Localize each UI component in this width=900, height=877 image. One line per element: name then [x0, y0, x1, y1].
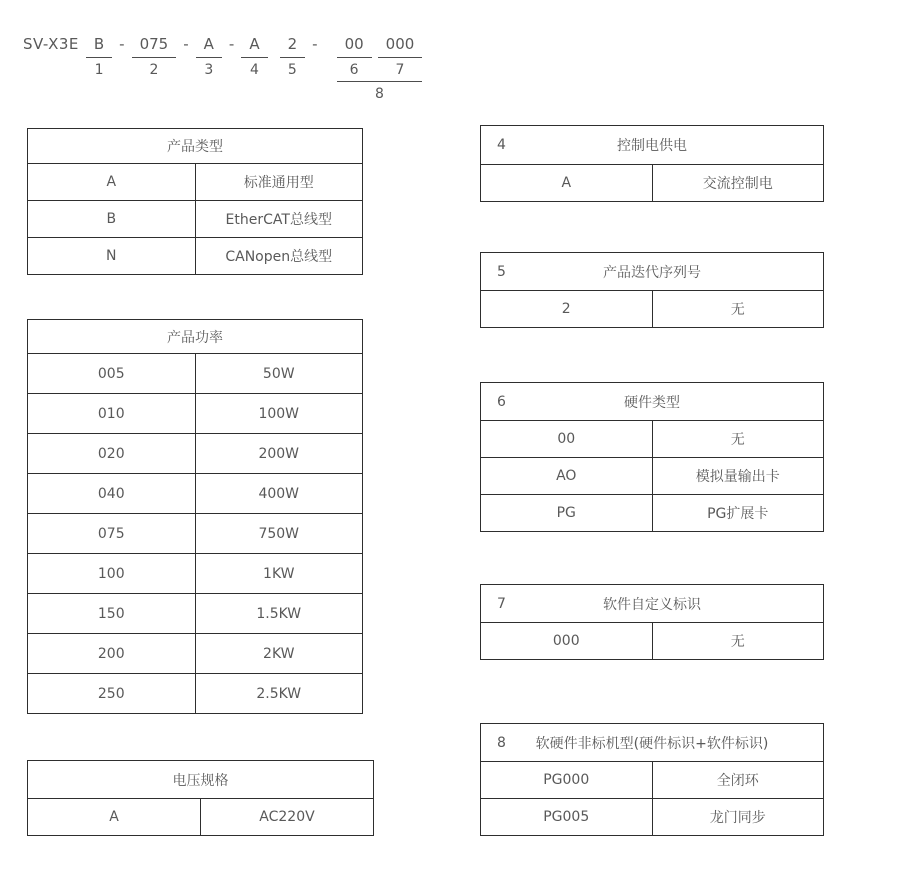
segment-number-label: 5: [497, 263, 506, 280]
model-segment-4: [241, 35, 267, 78]
desc-cell: AC220V: [200, 799, 373, 835]
code-cell: 150: [97, 605, 125, 622]
table-row: [28, 513, 362, 553]
code-cell: A: [561, 175, 572, 191]
model-segment-7: [378, 35, 423, 78]
desc-cell: 100W: [195, 394, 363, 433]
desc-cell: CANopen总线型: [195, 238, 363, 274]
desc-cell: 50W: [195, 354, 363, 393]
code-cell: 010: [97, 405, 125, 422]
desc-cell: 全闭环: [652, 762, 824, 798]
code-cell: 2: [561, 301, 571, 317]
desc-cell: 无: [652, 623, 824, 659]
code-cell: 000: [552, 633, 580, 649]
code-cell: PG005: [543, 809, 590, 825]
product-power-table: [27, 319, 363, 714]
desc-cell: 200W: [195, 434, 363, 473]
desc-cell: 1.5KW: [195, 594, 363, 633]
desc-cell: 龙门同步: [652, 799, 824, 835]
dash-separator: -: [228, 35, 235, 53]
table-row: [28, 633, 362, 673]
segment-value: 00: [337, 35, 372, 58]
code-cell: 100: [97, 565, 125, 582]
code-cell: A: [109, 809, 119, 825]
segment-value: A: [241, 35, 267, 58]
code-cell: 020: [97, 445, 125, 462]
table-row: [28, 673, 362, 713]
table-title: 产品功率: [167, 329, 223, 346]
table-header: [481, 585, 823, 622]
desc-cell: PG扩展卡: [652, 495, 824, 531]
table-title: 软件自定义标识: [603, 596, 701, 613]
code-cell: 00: [557, 431, 576, 447]
table-row: [28, 798, 373, 835]
code-cell: AO: [556, 468, 577, 484]
table-row: [481, 798, 823, 835]
segment-number-label: 4: [497, 137, 506, 153]
model-code-breakdown: [23, 35, 422, 102]
code-cell: 250: [97, 685, 125, 702]
desc-cell: 750W: [195, 514, 363, 553]
table-header: [28, 320, 362, 353]
software-custom-id-table: [480, 584, 824, 660]
desc-cell: 模拟量输出卡: [652, 458, 824, 494]
hardware-type-table: [480, 382, 824, 532]
desc-cell: EtherCAT总线型: [195, 201, 363, 237]
model-segment-5: [280, 35, 306, 78]
product-type-table: [27, 128, 363, 275]
segment-number: 4: [250, 62, 259, 78]
table-title: 产品迭代序列号: [603, 264, 701, 281]
segment-number: 2: [149, 62, 159, 78]
segment-number: 5: [287, 62, 297, 78]
table-title: 电压规格: [172, 772, 229, 789]
segment-number-label: 6: [497, 393, 506, 410]
dash-separator: -: [312, 35, 318, 53]
table-header: [28, 129, 362, 163]
table-header: [481, 383, 823, 420]
table-row: [28, 353, 362, 393]
table-row: [481, 420, 823, 457]
segment-value: B: [86, 35, 112, 58]
model-segment-group-8: [337, 35, 423, 102]
segment-number: 7: [395, 62, 405, 78]
model-segment-6: [337, 35, 372, 78]
segment-number: 3: [204, 62, 214, 78]
dash-separator: -: [183, 35, 189, 53]
desc-cell: 无: [652, 291, 824, 327]
segment-value: 2: [280, 35, 306, 58]
segment-number-label: 7: [497, 595, 506, 612]
code-cell: 075: [97, 525, 125, 542]
table-row: [28, 473, 362, 513]
desc-cell: 无: [652, 421, 824, 457]
code-cell: B: [106, 211, 117, 227]
table-header: [481, 126, 823, 164]
desc-cell: 标准通用型: [195, 164, 363, 200]
desc-cell: 400W: [195, 474, 363, 513]
group-underline: [337, 81, 423, 82]
table-header: [481, 253, 823, 290]
desc-cell: 交流控制电: [652, 165, 824, 201]
segment-number: 6: [349, 62, 359, 78]
nonstandard-model-table: [480, 723, 824, 836]
table-row: [28, 393, 362, 433]
table-header: [481, 724, 823, 761]
group-number: 8: [374, 86, 384, 102]
segment-number: 1: [94, 62, 104, 78]
segment-number-label: 8: [497, 734, 506, 751]
table-row: [28, 237, 362, 274]
dash-separator: -: [119, 35, 125, 53]
table-title: 控制电供电: [617, 138, 687, 154]
table-title: 硬件类型: [624, 394, 680, 411]
segment-value: 075: [132, 35, 177, 58]
table-row: [481, 494, 823, 531]
table-row: [28, 593, 362, 633]
code-cell: 040: [97, 485, 125, 502]
table-row: [481, 622, 823, 659]
code-cell: PG: [556, 505, 576, 521]
code-cell: 005: [97, 365, 125, 382]
code-cell: 200: [97, 645, 125, 662]
table-row: [481, 164, 823, 201]
desc-cell: 2.5KW: [195, 674, 363, 713]
model-segment-1: [86, 35, 112, 78]
desc-cell: 2KW: [195, 634, 363, 673]
code-cell: N: [106, 248, 117, 264]
model-segment-3: [196, 35, 222, 78]
code-cell: PG000: [543, 772, 590, 788]
table-row: [481, 457, 823, 494]
desc-cell: 1KW: [195, 554, 363, 593]
table-row: [28, 200, 362, 237]
table-row: [481, 290, 823, 327]
segment-value: A: [196, 35, 222, 58]
voltage-spec-table: [27, 760, 374, 836]
code-cell: A: [106, 174, 117, 190]
segment-value: 000: [378, 35, 423, 58]
model-segment-2: [132, 35, 177, 78]
control-power-table: [480, 125, 824, 202]
table-header: [28, 761, 373, 798]
table-row: [481, 761, 823, 798]
table-row: [28, 553, 362, 593]
iteration-serial-table: [480, 252, 824, 328]
table-row: [28, 433, 362, 473]
table-title: 软硬件非标机型(硬件标识+软件标识): [535, 735, 769, 752]
model-prefix: SV-X3E: [23, 35, 79, 53]
table-row: [28, 163, 362, 200]
table-title: 产品类型: [167, 139, 223, 155]
